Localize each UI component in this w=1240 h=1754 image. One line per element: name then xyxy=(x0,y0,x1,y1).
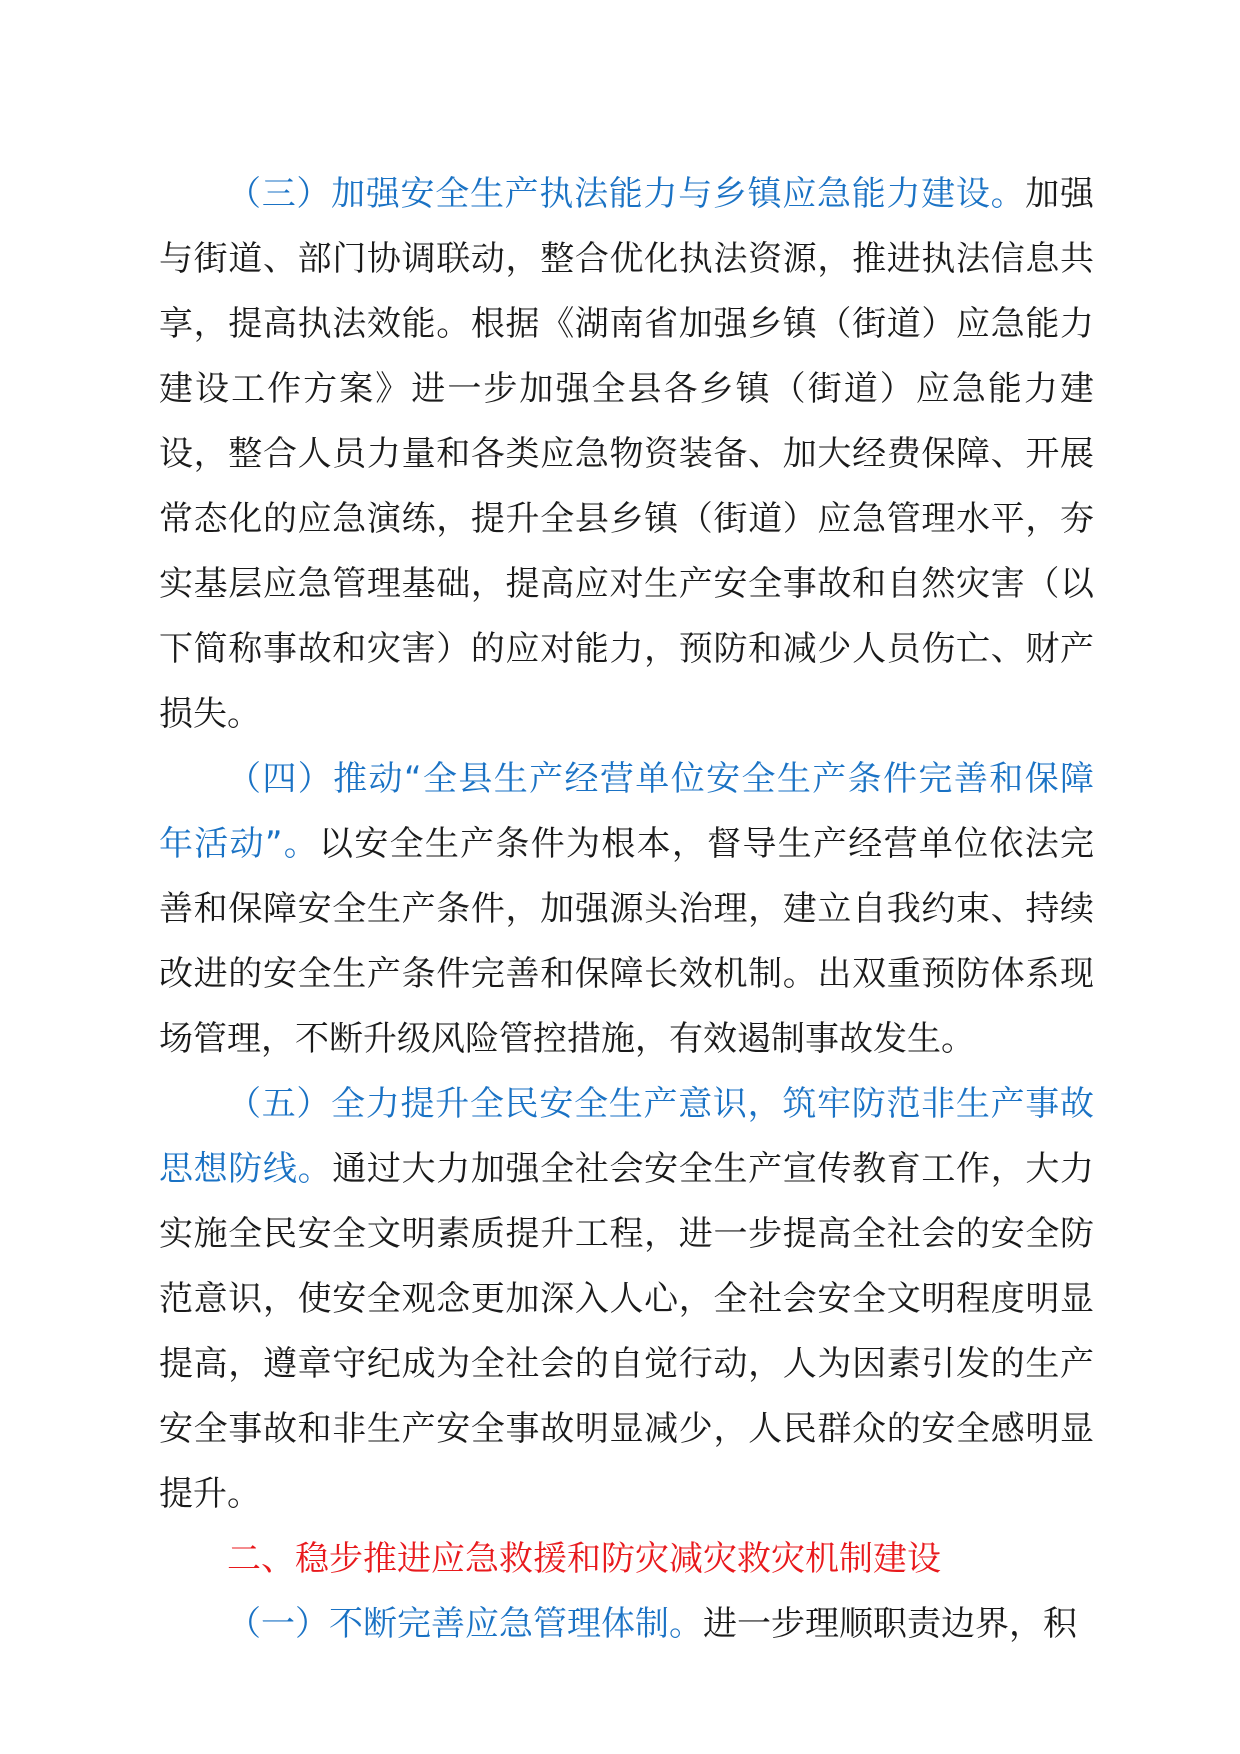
paragraph-5-body: 通过大力加强全社会安全生产宣传教育工作，大力实施全民安全文明素质提升工程，进一步提高全社会的安全防范意识，使安全观念更加深入人心，全社会安全文明程度明显提高，遵章守纪成为全社会的自觉行动，人为因素引发的生产安全事故和非生产安全事故明显减少，人民群众的安全感明显提升。 xyxy=(159,1149,1095,1514)
paragraph-3 xyxy=(159,162,1094,747)
paragraph-4 xyxy=(159,747,1094,1072)
section-heading: 二、稳步推进应急救援和防灾减灾救灾机制建设 xyxy=(227,1539,941,1579)
paragraph-4-lead: （四）推动“全县生产经营单位安全生产条件完善和保障年活动”。 xyxy=(159,759,1094,864)
document-body xyxy=(159,162,1094,1657)
paragraph-1-body: 进一步理顺职责边界，积 xyxy=(703,1604,1077,1644)
paragraph-3-body: 加强与街道、部门协调联动，整合优化执法资源，推进执法信息共享，提高执法效能。根据《湖南省加强乡镇（街道）应急能力建设工作方案》进一步加强全县各乡镇（街道）应急能力建设，整合人员力量和各类应急物资装备、加大经费保障、开展常态化的应急演练，提升全县乡镇（街道）应急管理水平，夯实基层应急管理基础，提高应对生产安全事故和自然灾害（以下简称事故和灾害）的应对能力，预防和减少人员伤亡、财产损失。 xyxy=(159,174,1095,734)
paragraph-5-lead: （五）全力提升全民安全生产意识，筑牢防范非生产事故思想防线。 xyxy=(159,1084,1094,1189)
paragraph-1-lead: （一）不断完善应急管理体制。 xyxy=(227,1604,703,1644)
paragraph-1 xyxy=(159,1592,1094,1657)
paragraph-3-lead: （三）加强安全生产执法能力与乡镇应急能力建设。 xyxy=(227,174,1026,214)
paragraph-5 xyxy=(159,1072,1094,1527)
paragraph-4-body: 以安全生产条件为根本，督导生产经营单位依法完善和保障安全生产条件，加强源头治理，建立自我约束、持续改进的安全生产条件完善和保障长效机制。出双重预防体系现场管理，不断升级风险管控措施，有效遏制事故发生。 xyxy=(159,824,1095,1059)
